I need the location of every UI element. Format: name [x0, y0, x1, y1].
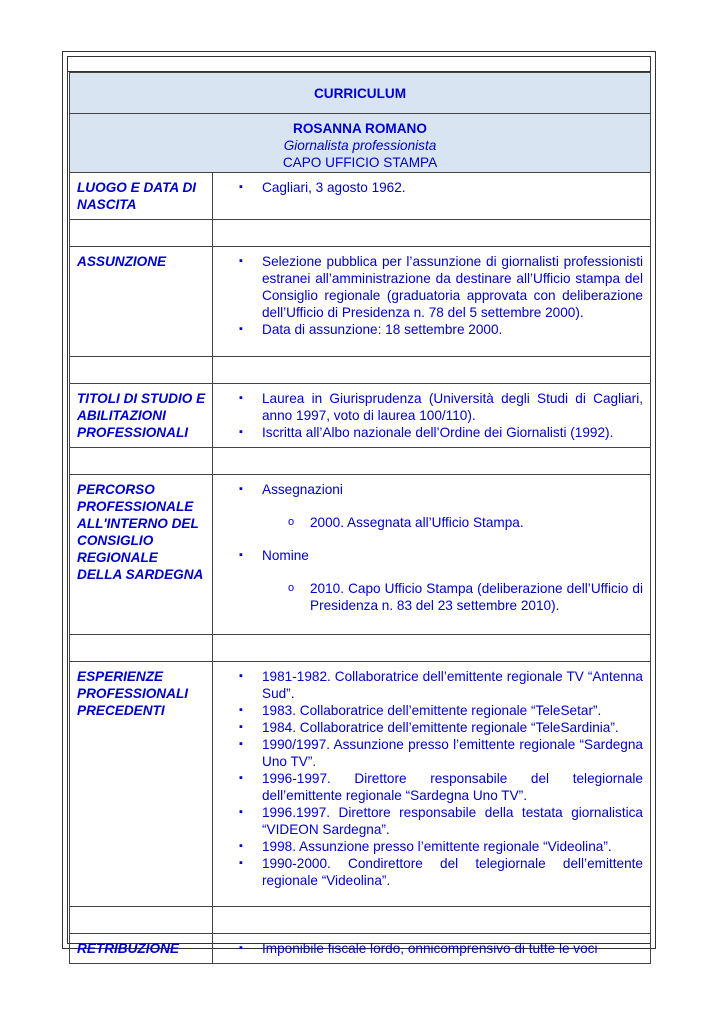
list-item: ▪ Iscritta all’Albo nazionale dell’Ordine dei Giornalisti (1992).	[239, 425, 614, 440]
label-retribuzione: RETRIBUZIONE	[70, 934, 213, 964]
document-title: CURRICULUM	[70, 73, 651, 114]
circle-bullet-icon: o	[288, 582, 295, 594]
square-bullet-icon: ▪	[239, 483, 243, 495]
top-strip	[67, 56, 651, 72]
square-bullet-icon: ▪	[239, 181, 243, 193]
row-nascita	[70, 173, 651, 220]
label-percorso: PERCORSO PROFESSIONALE ALL'INTERNO DEL CONSIGLIO REGIONALE DELLA SARDEGNA	[70, 475, 213, 635]
value-assunzione	[213, 247, 651, 357]
square-bullet-icon: ▪	[239, 857, 243, 869]
square-bullet-icon: ▪	[239, 942, 243, 954]
spacer-row	[70, 220, 651, 247]
spacer-row	[70, 635, 651, 662]
list-item: ▪ 1983. Collaboratrice dell’emittente regionale “TeleSetar”.	[239, 703, 602, 718]
list-item: ▪ Cagliari, 3 agosto 1962.	[239, 180, 406, 195]
name-block	[70, 114, 651, 173]
square-bullet-icon: ▪	[239, 323, 243, 335]
list-item: ▪ 1996.1997. Direttore responsabile della testata giornalistica “VIDEON Sardegna”.	[239, 805, 643, 837]
value-percorso	[213, 475, 651, 635]
spacer-row	[70, 907, 651, 934]
curriculum-table	[69, 72, 651, 964]
list-item: ▪ 1990-2000. Condirettore del telegiornale dell’emittente regionale “Videolina”.	[239, 856, 643, 888]
list-item: ▪ Data di assunzione: 18 settembre 2000.	[239, 322, 503, 337]
list-item: ▪ Laurea in Giurisprudenza (Università degli Studi di Cagliari, anno 1997, voto di laurea 100/110).	[239, 391, 643, 423]
name-row	[70, 114, 651, 173]
list-item: ▪ 1981-1982. Collaboratrice dell’emittente regionale TV “Antenna Sud”.	[239, 669, 643, 701]
label-esperienze: ESPERIENZE PROFESSIONALI PRECEDENTI	[70, 662, 213, 907]
label-nascita: LUOGO E DATA DI NASCITA	[70, 173, 213, 220]
square-bullet-icon: ▪	[239, 840, 243, 852]
value-titoli	[213, 384, 651, 448]
square-bullet-icon: ▪	[239, 392, 243, 404]
list-item: ▪ 1996-1997. Direttore responsabile del telegiornale dell’emittente regionale “Sardegna Uno TV”.	[239, 771, 643, 803]
list-item: ▪ Selezione pubblica per l’assunzione di giornalisti professionisti estranei all’amministrazione da destinare all’Ufficio stampa del Consiglio regionale (graduatoria approvata con deliberazione dell’Ufficio di Presidenza n. 78 del 5 settembre 2000).	[239, 254, 643, 320]
list-item: ▪ 1984. Collaboratrice dell’emittente regionale “TeleSardinia”.	[239, 720, 619, 735]
person-name: ROSANNA ROMANO	[293, 121, 427, 136]
sub-list-item: o 2010. Capo Ufficio Stampa (deliberazione dell’Ufficio di Presidenza n. 83 del 23 settembre 2010).	[288, 581, 643, 613]
value-retribuzione	[213, 934, 651, 964]
person-profession: Giornalista professionista	[283, 138, 437, 153]
circle-bullet-icon: o	[288, 516, 295, 528]
value-esperienze	[213, 662, 651, 907]
sub-list-item: o 2000. Assegnata all’Ufficio Stampa.	[288, 515, 524, 530]
list-item: ▪ 1998. Assunzione presso l’emittente regionale “Videolina”.	[239, 839, 612, 854]
row-assunzione	[70, 247, 651, 357]
row-esperienze	[70, 662, 651, 907]
square-bullet-icon: ▪	[239, 255, 243, 267]
label-titoli: TITOLI DI STUDIO E ABILITAZIONI PROFESSIONALI	[70, 384, 213, 448]
square-bullet-icon: ▪	[239, 772, 243, 784]
label-assunzione: ASSUNZIONE	[70, 247, 213, 357]
list-item: ▪ Assegnazioni	[239, 482, 343, 497]
square-bullet-icon: ▪	[239, 738, 243, 750]
square-bullet-icon: ▪	[239, 806, 243, 818]
value-nascita	[213, 173, 651, 220]
square-bullet-icon: ▪	[239, 670, 243, 682]
row-percorso	[70, 475, 651, 635]
list-item: ▪ Imponibile fiscale lordo, onnicomprensivo di tutte le voci	[239, 941, 598, 956]
list-item: ▪ 1990/1997. Assunzione presso l’emittente regionale “Sardegna Uno TV”.	[239, 737, 643, 769]
row-retribuzione	[70, 934, 651, 964]
row-titoli	[70, 384, 651, 448]
list-item: ▪ Nomine	[239, 548, 309, 563]
title-row	[70, 73, 651, 114]
square-bullet-icon: ▪	[239, 549, 243, 561]
square-bullet-icon: ▪	[239, 426, 243, 438]
spacer-row	[70, 357, 651, 384]
person-role: CAPO UFFICIO STAMPA	[282, 155, 438, 170]
spacer-row	[70, 448, 651, 475]
square-bullet-icon: ▪	[239, 704, 243, 716]
square-bullet-icon: ▪	[239, 721, 243, 733]
